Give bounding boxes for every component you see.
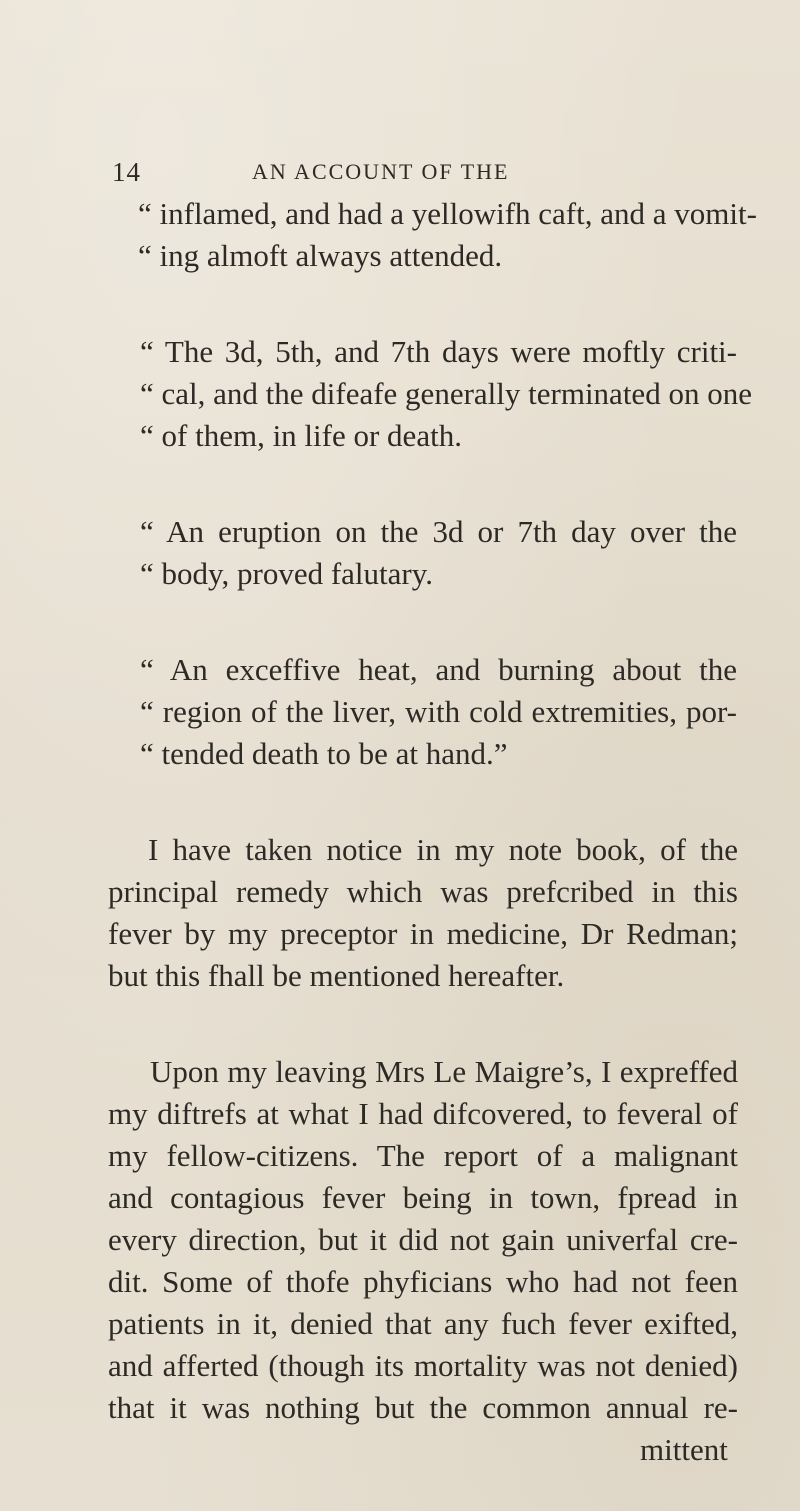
text-line: “ cal, and the difeafe generally terminated on one — [140, 376, 752, 411]
text-line: “ of them, in life or death. — [140, 418, 462, 453]
text-line: “ inflamed, and had a yellowifh caft, and a vomit- — [138, 196, 757, 231]
text-line: principal remedy which was prefcribed in this — [108, 874, 738, 909]
text-line: patients in it, denied that any fuch fever exifted, — [108, 1306, 738, 1341]
text-line: “ An eruption on the 3d or 7th day over the — [140, 514, 737, 549]
text-line: Upon my leaving Mrs Le Maigre’s, I expreffed — [150, 1054, 738, 1089]
text-line: and afferted (though its mortality was not denied) — [108, 1348, 738, 1383]
text-line: “ region of the liver, with cold extremities, por- — [140, 694, 737, 729]
text-line: my diftrefs at what I had difcovered, to feveral of — [108, 1096, 738, 1131]
page-number: 14 — [112, 157, 141, 187]
text-line: I have taken notice in my note book, of the — [148, 832, 738, 867]
running-head: AN ACCOUNT OF THE — [252, 159, 510, 184]
text-line: but this fhall be mentioned hereafter. — [108, 958, 565, 993]
text-line: my fellow-citizens. The report of a malignant — [108, 1138, 738, 1173]
text-line: that it was nothing but the common annual re- — [108, 1390, 738, 1425]
text-line: “ body, proved falutary. — [140, 556, 433, 591]
text-line: “ An exceffive heat, and burning about the — [140, 652, 737, 687]
page-header — [112, 157, 712, 187]
text-line: every direction, but it did not gain univerfal cre- — [108, 1222, 738, 1257]
text-line: “ tended death to be at hand.” — [140, 736, 508, 771]
text-line: dit. Some of thofe phyficians who had not feen — [108, 1264, 738, 1299]
text-line: and contagious fever being in town, fpread in — [108, 1180, 738, 1215]
text-line: “ ing almoft always attended. — [138, 238, 503, 273]
text-line: “ The 3d, 5th, and 7th days were moftly criti- — [140, 334, 737, 369]
text-line: fever by my preceptor in medicine, Dr Redman; — [108, 916, 738, 951]
catchword: mittent — [640, 1432, 728, 1467]
